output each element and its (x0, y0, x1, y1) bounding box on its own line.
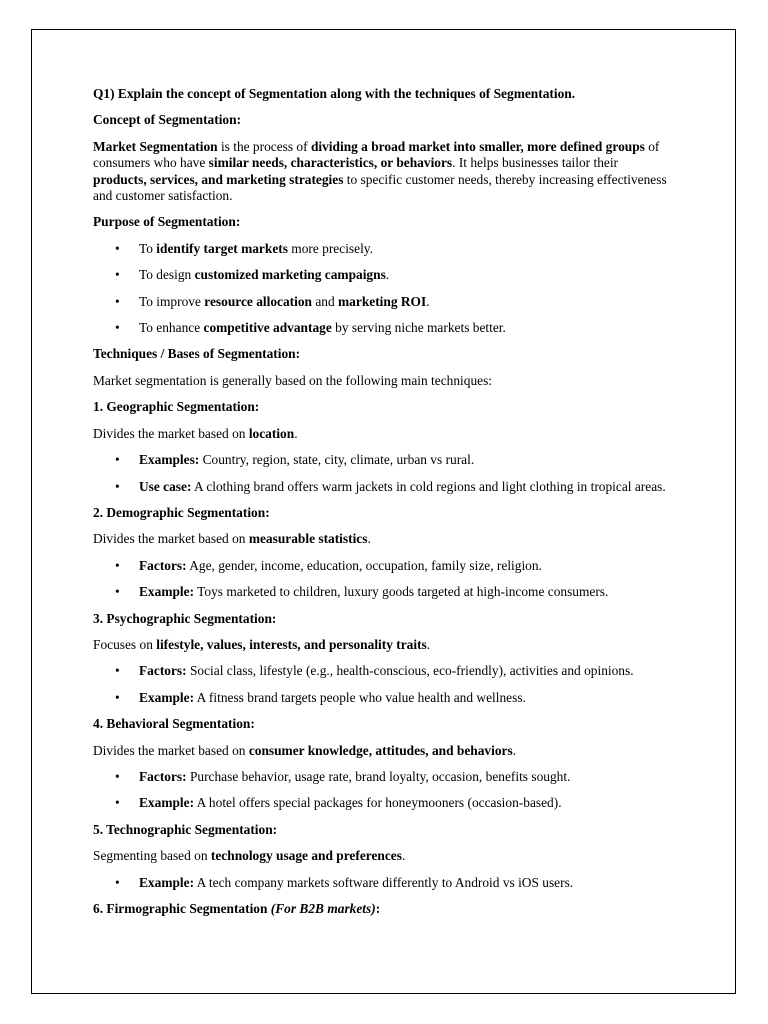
text-run: Segmenting based on (93, 848, 211, 864)
bold-text: technology usage and preferences (210, 848, 402, 864)
section-heading: 2. Demographic Segmentation: (93, 504, 270, 520)
text-run: To design (139, 267, 195, 283)
question-heading: Q1) Explain the concept of Segmentation along with the techniques of Segmentation. (93, 86, 576, 101)
list-item (93, 690, 673, 706)
bullet-icon: • (115, 557, 120, 573)
list-item (93, 558, 673, 574)
text-run: to specific customer needs, thereby increasing effectiveness and customer satisfaction. (93, 171, 667, 204)
bold-text: Factors: (139, 663, 187, 679)
text-run: by serving niche markets better. (331, 320, 506, 336)
text-run: Country, region, state, city, climate, urban vs rural. (199, 452, 475, 468)
text-run: A clothing brand offers warm jackets in cold regions and light clothing in tropical areas. (191, 478, 666, 494)
bold-text: Example: (139, 689, 195, 705)
text-run: . (385, 267, 390, 283)
text-run: Toys marketed to children, luxury goods targeted at high-income consumers. (194, 584, 609, 600)
bold-text: Examples: (139, 452, 200, 468)
bold-text: Factors: (139, 768, 187, 784)
bold-text: customized marketing campaigns (194, 267, 386, 283)
text-run: . (294, 425, 298, 441)
list-item (93, 795, 673, 811)
text-run: and (312, 293, 339, 309)
document-body (93, 86, 673, 927)
bold-text: Example: (139, 795, 195, 811)
text-run: Divides the market based on (93, 531, 249, 547)
section-heading: 5. Technographic Segmentation: (93, 821, 278, 837)
text-run: . It helps businesses tailor their (452, 155, 619, 171)
text-run: . (426, 636, 431, 652)
bold-text: Market Segmentation (93, 138, 218, 154)
text-run: is the process of (217, 138, 311, 154)
list-item (93, 320, 673, 336)
section-heading: 1. Geographic Segmentation: (93, 399, 260, 415)
bullet-icon: • (115, 584, 120, 600)
firmographic-heading-note: (For B2B markets) (270, 901, 376, 916)
firmographic-heading-main: 6. Firmographic Segmentation (93, 901, 271, 916)
section-list (93, 452, 673, 495)
text-run: Social class, lifestyle (e.g., health-conscious, eco-friendly), activities and opinions. (186, 663, 634, 679)
bullet-icon: • (115, 452, 120, 468)
list-item (93, 452, 673, 468)
bullet-icon: • (115, 267, 120, 283)
text-run: . (367, 531, 371, 547)
text-run: . (426, 293, 430, 309)
bullet-icon: • (115, 663, 120, 679)
list-item (93, 769, 673, 785)
techniques-heading: Techniques / Bases of Segmentation: (93, 346, 301, 362)
purpose-heading: Purpose of Segmentation: (93, 214, 241, 230)
section-description (93, 426, 673, 442)
text-run: A fitness brand targets people who value health and wellness. (194, 689, 526, 705)
text-run: more precisely. (287, 240, 373, 256)
text-run: Divides the market based on (93, 425, 249, 441)
section-description (93, 743, 673, 759)
concept-paragraph (93, 139, 673, 205)
text-run: A hotel offers special packages for honeymooners (occasion-based). (194, 795, 562, 811)
list-item (93, 663, 673, 679)
section-list (93, 558, 673, 601)
text-run: of consumers who have (93, 138, 660, 171)
techniques-intro: Market segmentation is generally based on the following main techniques: (93, 372, 493, 388)
bold-text: products, services, and marketing strategies (93, 171, 344, 187)
bold-text: consumer knowledge, attitudes, and behaviors (248, 742, 513, 758)
purpose-list (93, 241, 673, 337)
text-run: Purchase behavior, usage rate, brand loyalty, occasion, benefits sought. (186, 768, 571, 784)
text-run: Divides the market based on (93, 742, 249, 758)
section-description (93, 848, 673, 864)
bullet-icon: • (115, 478, 120, 494)
text-run: Focuses on (93, 636, 157, 652)
bold-text: Use case: (139, 478, 192, 494)
section-heading: 3. Psychographic Segmentation: (93, 610, 277, 626)
bold-text: Factors: (139, 557, 187, 573)
section-list (93, 663, 673, 706)
section-list (93, 875, 673, 891)
bullet-icon: • (115, 320, 120, 336)
bold-text: Example: (139, 584, 195, 600)
text-run: . (512, 742, 517, 758)
bold-text: Example: (139, 874, 195, 890)
section-list (93, 769, 673, 812)
bullet-icon: • (115, 293, 120, 309)
list-item (93, 294, 673, 310)
concept-heading: Concept of Segmentation: (93, 112, 242, 128)
bold-text: marketing ROI (338, 293, 427, 309)
bold-text: dividing a broad market into smaller, more defined groups (310, 138, 645, 154)
bold-text: resource allocation (204, 293, 312, 309)
text-run: To (139, 240, 157, 256)
bold-text: location (248, 425, 295, 441)
bullet-icon: • (115, 795, 120, 811)
text-run: A tech company markets software differently to Android vs iOS users. (194, 874, 574, 890)
list-item (93, 875, 673, 891)
bold-text: similar needs, characteristics, or behaviors (208, 155, 453, 171)
section-heading: 4. Behavioral Segmentation: (93, 716, 255, 732)
bullet-icon: • (115, 874, 120, 890)
bold-text: measurable statistics (248, 531, 368, 547)
bold-text: identify target markets (156, 240, 288, 256)
technique-sections (93, 399, 673, 891)
bold-text: competitive advantage (203, 320, 332, 336)
section-description (93, 531, 673, 547)
bullet-icon: • (115, 689, 120, 705)
text-run: Age, gender, income, education, occupation, family size, religion. (186, 557, 542, 573)
bullet-icon: • (115, 768, 120, 784)
section-description (93, 637, 673, 653)
firmographic-heading-colon: : (375, 901, 381, 916)
bold-text: lifestyle, values, interests, and personality traits (156, 636, 427, 652)
list-item (93, 241, 673, 257)
list-item (93, 479, 673, 495)
list-item (93, 584, 673, 600)
text-run: To enhance (139, 320, 204, 336)
bullet-icon: • (115, 240, 120, 256)
text-run: To improve (139, 293, 205, 309)
list-item (93, 267, 673, 283)
firmographic-heading (93, 901, 673, 917)
text-run: . (401, 848, 406, 864)
